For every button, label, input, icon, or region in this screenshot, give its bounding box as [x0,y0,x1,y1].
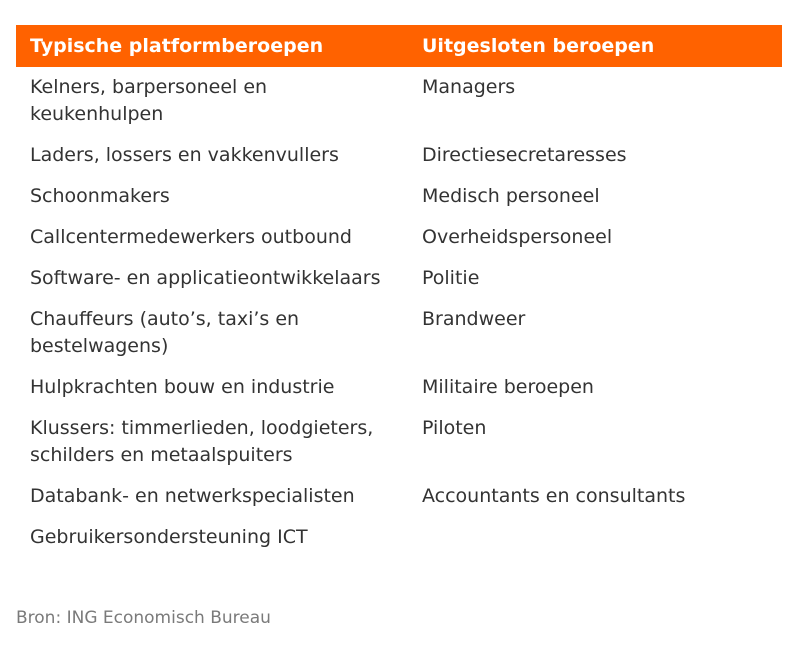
typical-occupation-cell: Kelners, barpersoneel en keukenhulpen [30,76,268,125]
excluded-occupation-cell: Managers [422,76,516,98]
typical-occupation-cell: Callcentermedewerkers outbound [30,226,352,248]
table-row [16,415,782,469]
table-body [16,67,782,551]
header-excluded-occupations: Uitgesloten beroepen [422,35,655,57]
occupations-table [16,25,782,565]
excluded-occupation-cell: Militaire beroepen [422,376,594,398]
excluded-occupation-cell: Brandweer [422,308,526,330]
header-typical-platform-occupations: Typische platformberoepen [30,35,324,57]
table-row [16,306,782,360]
excluded-occupation-cell: Piloten [422,417,487,439]
table-row [16,74,782,128]
excluded-occupation-cell: Politie [422,267,480,289]
typical-occupation-cell: Chauffeurs (auto’s, taxi’s en bestelwagens) [30,308,300,357]
typical-occupation-cell: Databank- en netwerkspecialisten [30,485,355,507]
table-row [16,224,782,251]
table-row [16,374,782,401]
table-row [16,265,782,292]
typical-occupation-cell: Klussers: timmerlieden, loodgieters, schilders en metaalspuiters [30,417,374,466]
excluded-occupation-cell: Accountants en consultants [422,485,686,507]
excluded-occupation-cell: Directiesecretaresses [422,144,627,166]
table-row [16,142,782,169]
typical-occupation-cell: Software- en applicatieontwikkelaars [30,267,381,289]
excluded-occupation-cell: Medisch personeel [422,185,600,207]
table-row [16,483,782,510]
table-header [16,25,782,67]
typical-occupation-cell: Gebruikersondersteuning ICT [30,526,308,548]
source-note: Bron: ING Economisch Bureau [16,608,271,628]
typical-occupation-cell: Hulpkrachten bouw en industrie [30,376,335,398]
table-row [16,183,782,210]
table-row [16,524,782,551]
typical-occupation-cell: Schoonmakers [30,185,170,207]
excluded-occupation-cell: Overheidspersoneel [422,226,613,248]
typical-occupation-cell: Laders, lossers en vakkenvullers [30,144,339,166]
